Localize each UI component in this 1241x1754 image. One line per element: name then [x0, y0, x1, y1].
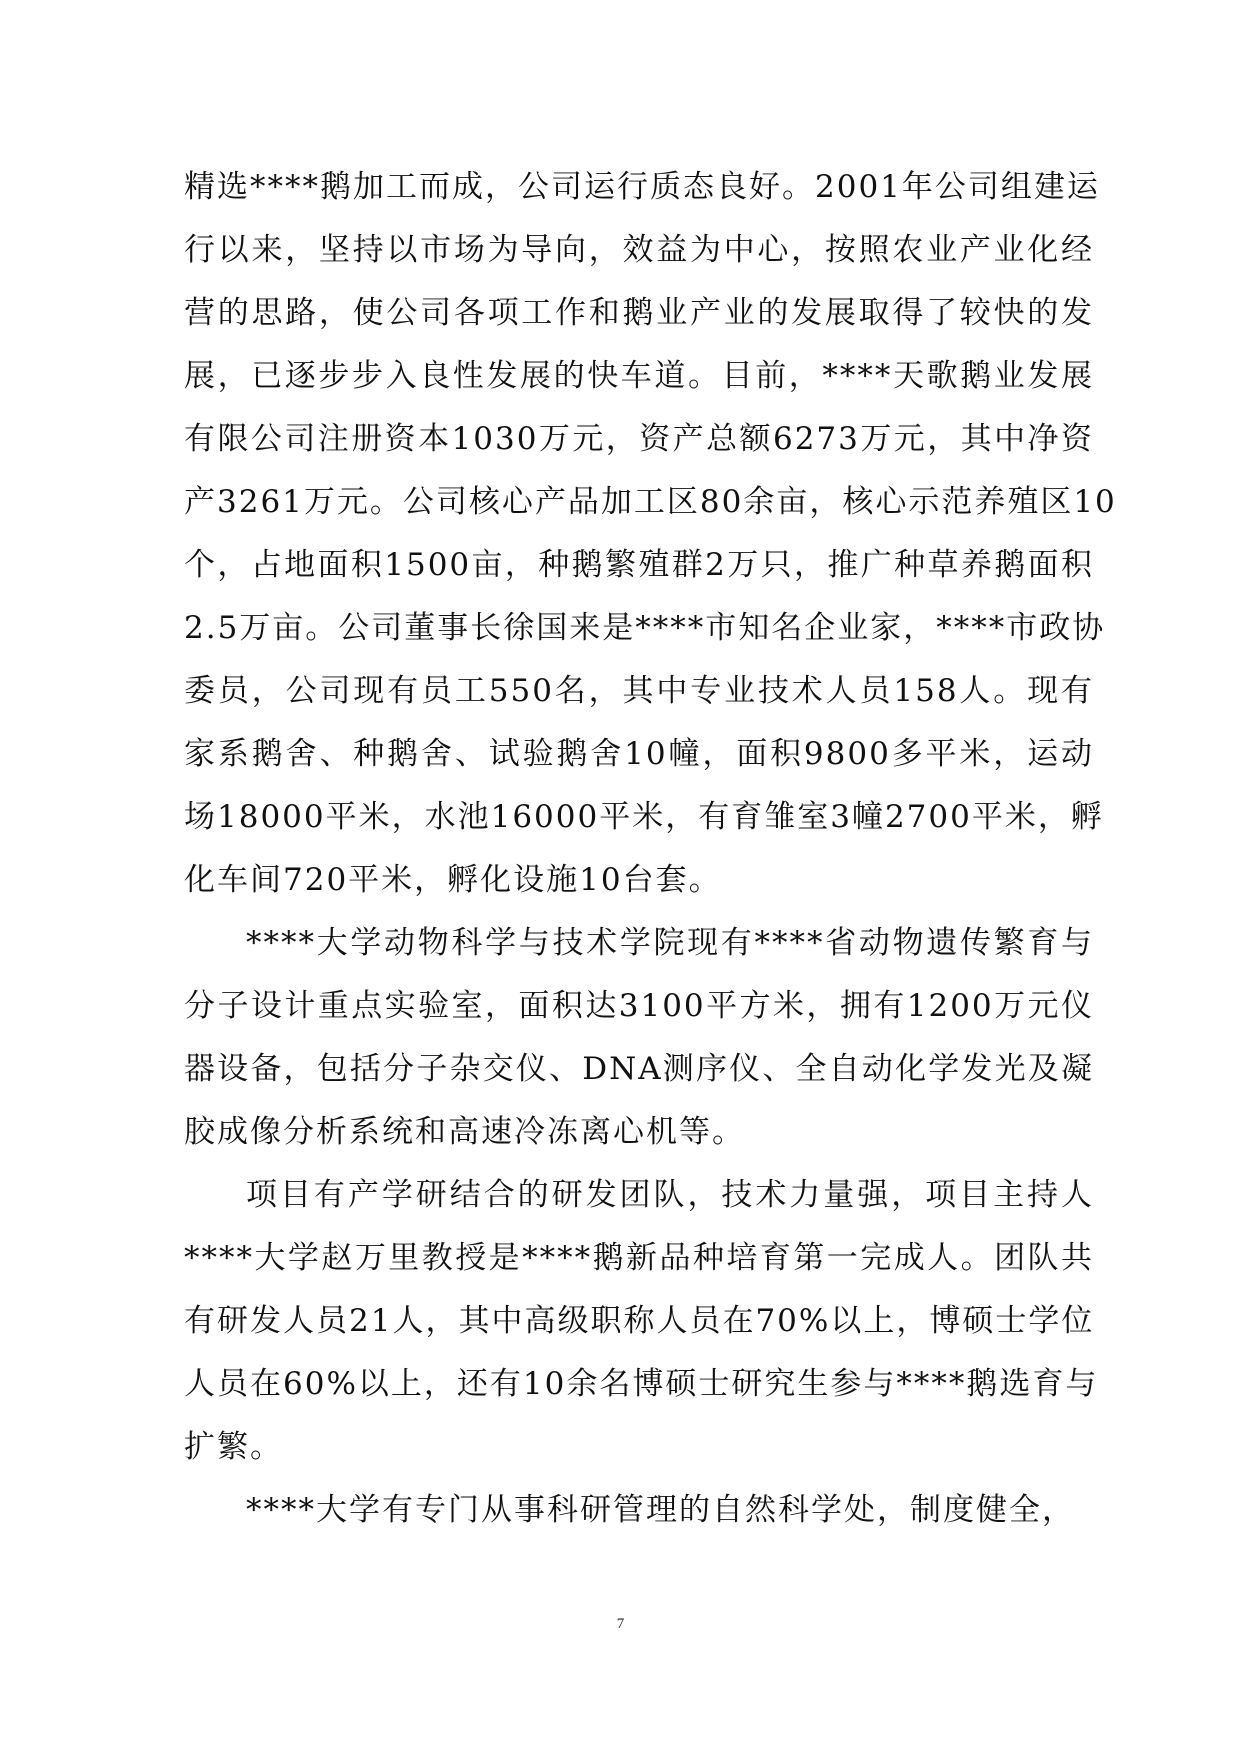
text-line: ****大学动物科学与技术学院现有****省动物遗传繁育与: [246, 925, 1094, 961]
text-line: 个，占地面积1500亩，种鹅繁殖群2万只，推广种草养鹅面积: [184, 547, 1094, 583]
text-line: 精选****鹅加工而成，公司运行质态良好。2001年公司组建运: [184, 169, 1100, 205]
paragraph-company-overview: [184, 156, 1117, 912]
text-line: 有限公司注册资本1030万元，资产总额6273万元，其中净资: [184, 421, 1094, 457]
text-line: 营的思路，使公司各项工作和鹅业产业的发展取得了较快的发: [184, 295, 1094, 331]
text-line: 2.5万亩。公司董事长徐国来是****市知名企业家，****市政协: [184, 610, 1106, 646]
text-line: 有研发人员21人，其中高级职称人员在70%以上，博硕士学位: [184, 1303, 1095, 1339]
text-line: ****大学有专门从事科研管理的自然科学处，制度健全，: [246, 1492, 1075, 1528]
text-line: 分子设计重点实验室，面积达3100平方米，拥有1200万元仪: [184, 988, 1094, 1024]
text-line: 胶成像分析系统和高速冷冻离心机等。: [184, 1114, 745, 1150]
paragraph-research-management: [184, 1479, 1094, 1542]
text-line: 项目有产学研结合的研发团队，技术力量强，项目主持人: [246, 1177, 1094, 1213]
page-number: 7: [616, 1616, 625, 1632]
text-line: 行以来，坚持以市场为导向，效益为中心，按照农业产业化经: [184, 232, 1094, 268]
text-line: 产3261万元。公司核心产品加工区80余亩，核心示范养殖区10: [184, 484, 1117, 520]
text-line: 委员，公司现有员工550名，其中专业技术人员158人。现有: [184, 673, 1094, 709]
text-line: 化车间720平米，孵化设施10台套。: [184, 862, 722, 898]
text-line: 家系鹅舍、种鹅舍、试验鹅舍10幢，面积9800多平米，运动: [184, 736, 1094, 772]
paragraph-research-team: [184, 1164, 1099, 1479]
text-line: 人员在60%以上，还有10余名博硕士研究生参与****鹅选育与: [184, 1366, 1099, 1402]
text-line: 展，已逐步步入良性发展的快车道。目前，****天歌鹅业发展: [184, 358, 1094, 394]
text-line: 器设备，包括分子杂交仪、DNA测序仪、全自动化学发光及凝: [184, 1051, 1094, 1087]
body-text: [184, 156, 1117, 1542]
text-line: 场18000平米，水池16000平米，有育雏室3幢2700平米，孵: [184, 799, 1104, 835]
paragraph-laboratory: [184, 912, 1094, 1164]
text-line: 扩繁。: [184, 1429, 283, 1465]
text-line: ****大学赵万里教授是****鹅新品种培育第一完成人。团队共: [184, 1240, 1094, 1276]
